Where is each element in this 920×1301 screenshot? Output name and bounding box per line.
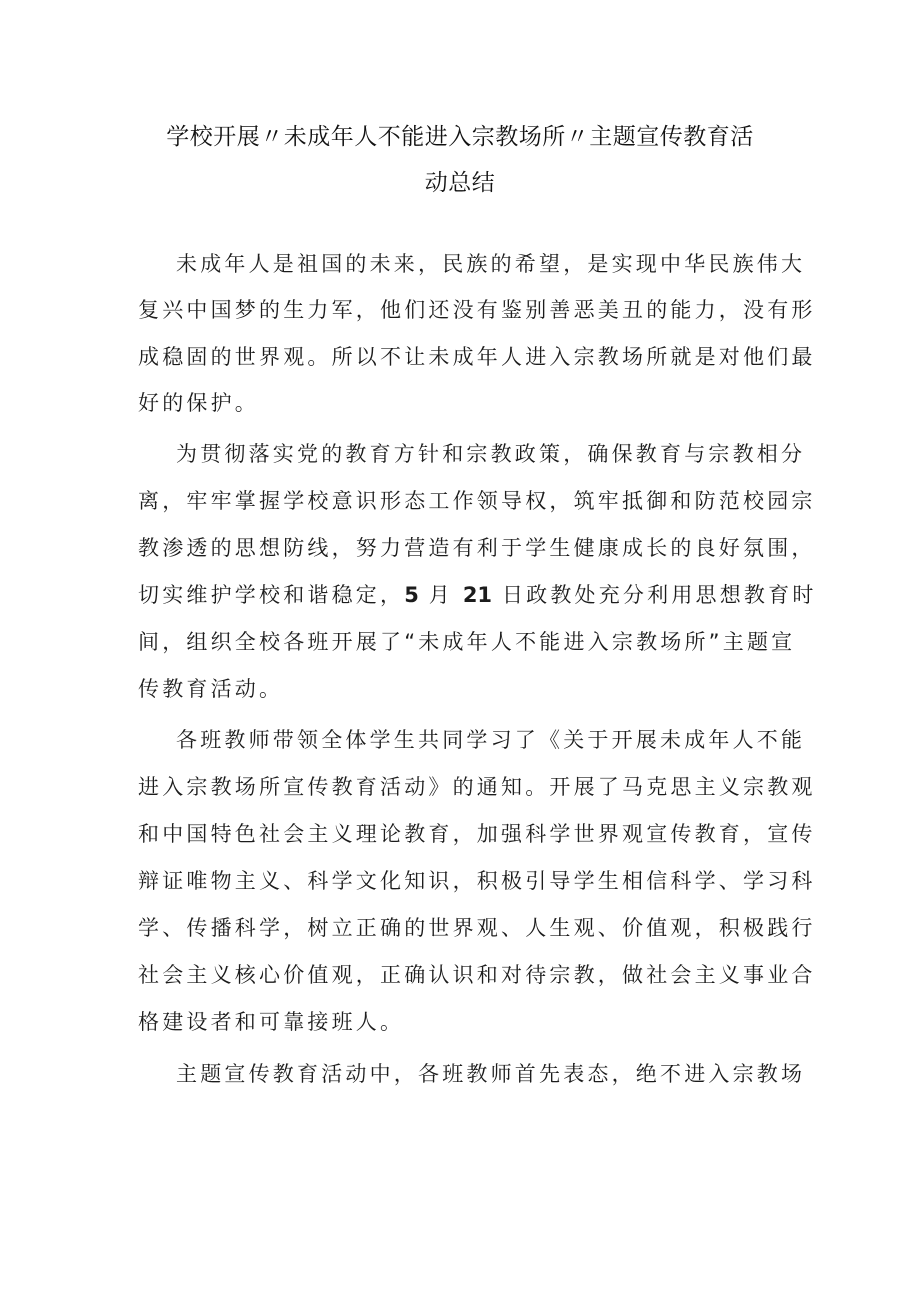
paragraph-1-line-2: 复兴中国梦的生力军，他们还没有鉴别善恶美丑的能力，没有形 <box>138 298 816 322</box>
month-number: 5 <box>404 583 419 607</box>
paragraph-3-line-6: 社会主义核心价值观，正确认识和对待宗教，做社会主义事业合 <box>138 963 816 987</box>
paragraph-3-line-2: 进入宗教场所宣传教育活动》的通知。开展了马克思主义宗教观 <box>138 775 816 799</box>
paragraph-1-line-1: 未成年人是祖国的未来，民族的希望，是实现中华民族伟大 <box>176 252 806 276</box>
paragraph-2-line-1: 为贯彻落实党的教育方针和宗教政策，确保教育与宗教相分 <box>176 442 806 466</box>
document-title-line-1: 学校开展〃未成年人不能进入宗教场所〃主题宣传教育活 <box>166 124 754 150</box>
paragraph-3-line-4: 辩证唯物主义、科学文化知识，积极引导学生相信科学、学习科 <box>138 869 816 893</box>
date-suffix-text: 日政教处充分利用思想教育时 <box>501 583 817 607</box>
paragraph-3-line-5: 学、传播科学，树立正确的世界观、人生观、价值观，积极践行 <box>138 916 816 940</box>
paragraph-2-line-2: 离，牢牢掌握学校意识形态工作领导权，筑牢抵御和防范校园宗 <box>138 489 816 513</box>
document-title-line-2: 动总结 <box>424 170 496 196</box>
paragraph-2-line-3: 教渗透的思想防线，努力营造有利于学生健康成长的良好氛围， <box>138 536 816 560</box>
paragraph-2-line-5: 间，组织全校各班开展了“未成年人不能进入宗教场所”主题宣 <box>138 630 796 654</box>
paragraph-1-line-4: 好的保护。 <box>138 391 259 415</box>
paragraph-2-line-6: 传教育活动。 <box>138 677 284 701</box>
paragraph-4-line-1: 主题宣传教育活动中，各班教师首先表态，绝不进入宗教场 <box>176 1062 806 1086</box>
paragraph-3-line-1: 各班教师带领全体学生共同学习了《关于开展未成年人不能 <box>176 728 806 752</box>
paragraph-2-line-4 <box>138 581 817 609</box>
paragraph-3-line-7: 格建设者和可靠接班人。 <box>138 1010 405 1034</box>
date-prefix-text: 切实维护学校和谐稳定， <box>138 583 405 607</box>
month-char: 月 <box>428 583 453 607</box>
paragraph-3-line-3: 和中国特色社会主义理论教育，加强科学世界观宣传教育，宣传 <box>138 822 816 846</box>
day-number: 21 <box>462 583 493 607</box>
paragraph-1-line-3: 成稳固的世界观。所以不让未成年人进入宗教场所就是对他们最 <box>138 345 816 369</box>
